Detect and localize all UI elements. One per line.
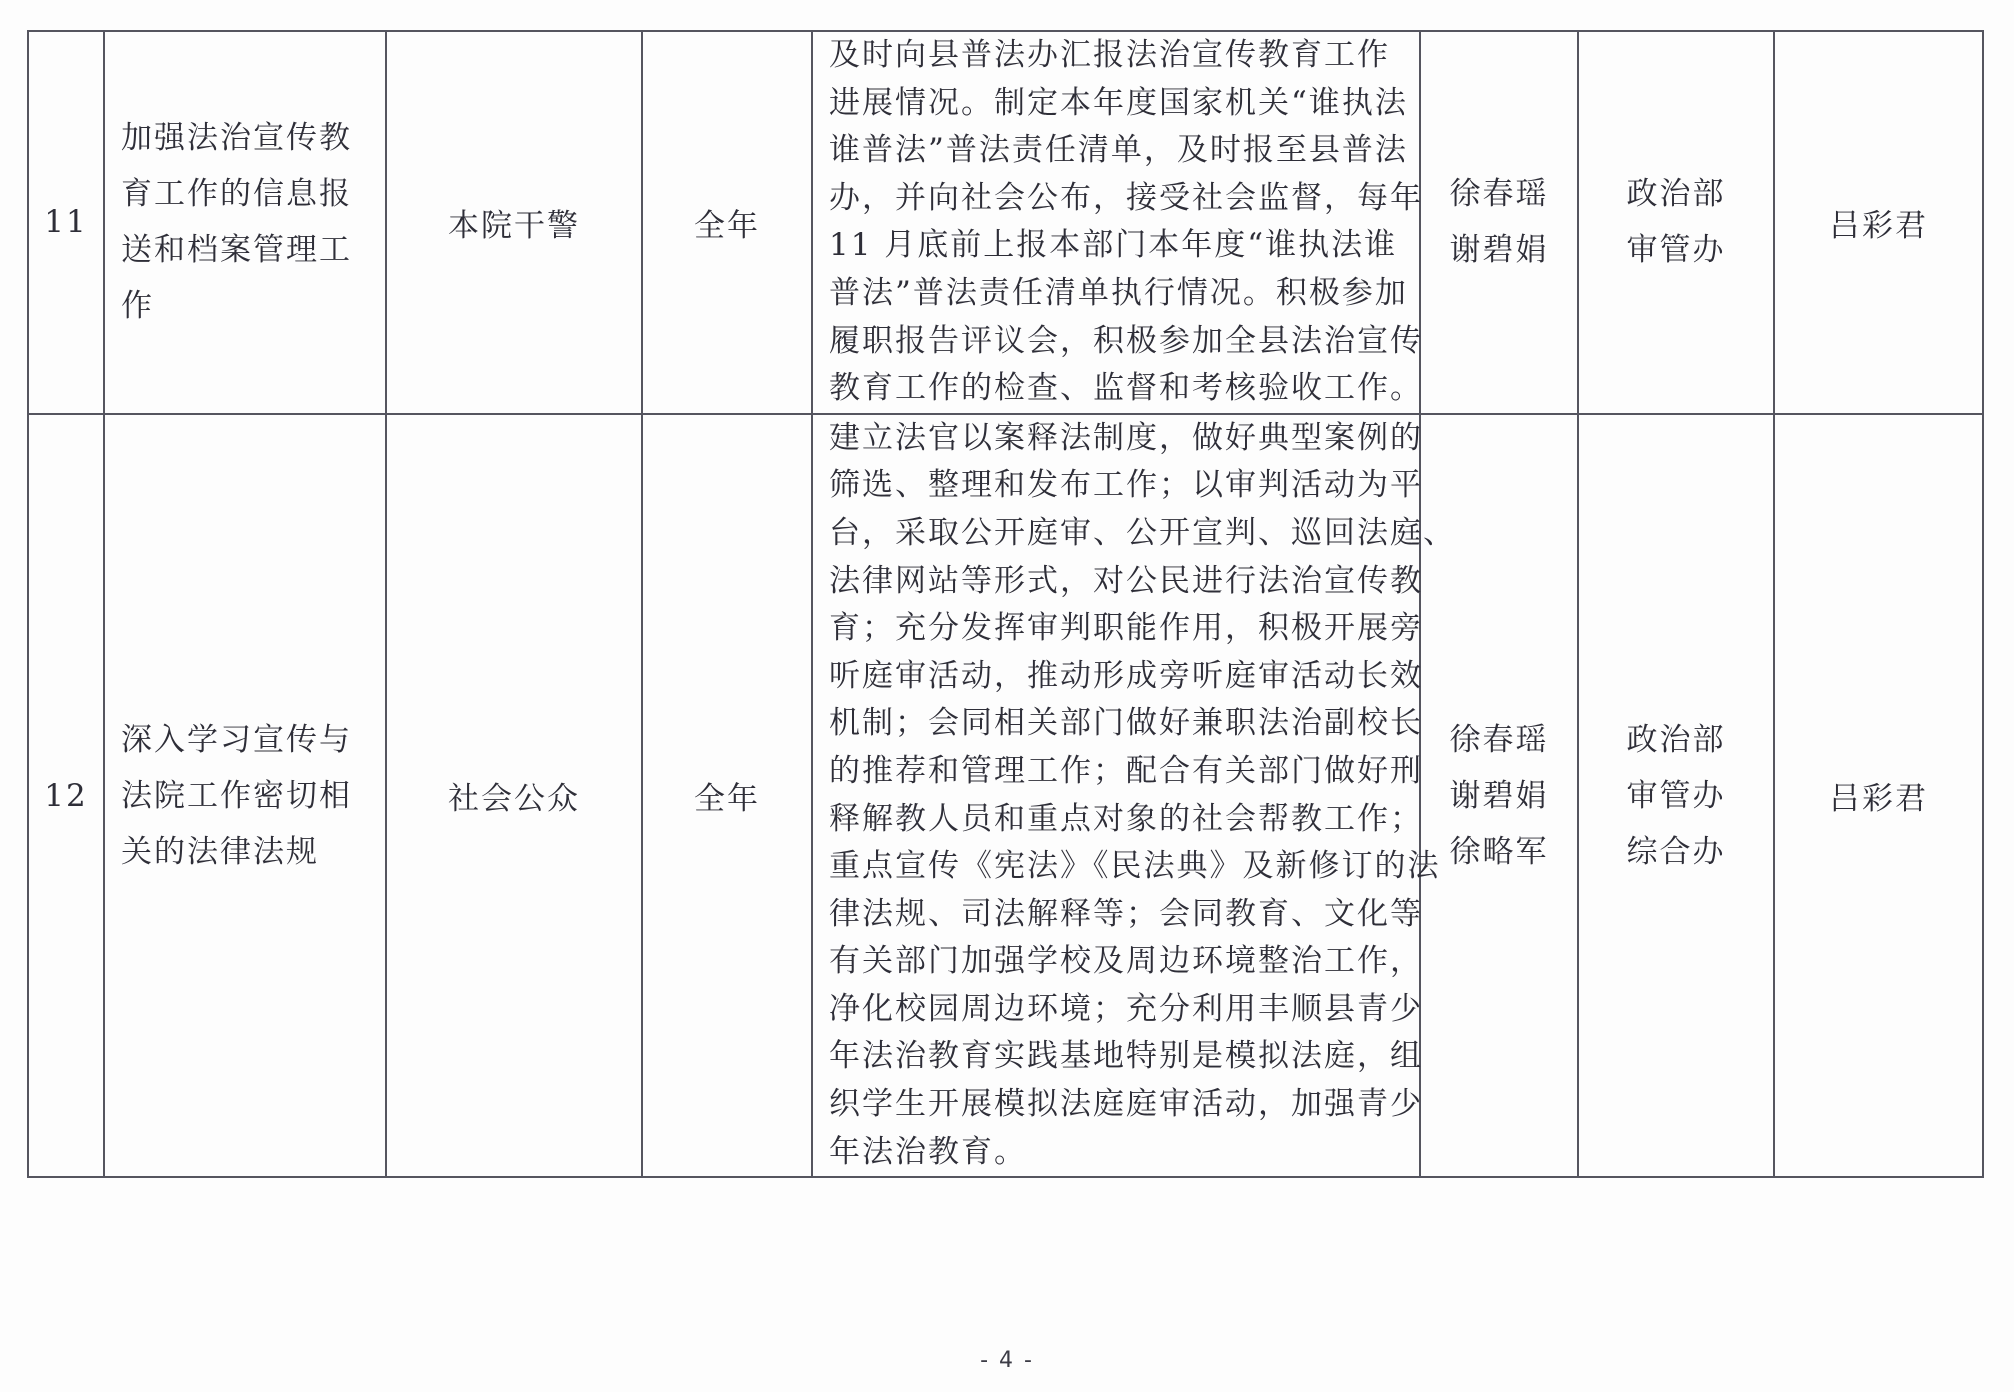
responsible-departments-cell	[1578, 414, 1774, 1178]
task-line: 法院工作密切相	[121, 777, 352, 814]
task-cell	[104, 414, 386, 1178]
task-line: 关的法律法规	[121, 833, 319, 870]
leader-cell: 吕彩君	[1774, 31, 1983, 414]
measure-line: 及时向县普法办汇报法治宣传教育工作	[829, 37, 1390, 73]
responsible-person: 徐春瑶	[1449, 176, 1549, 213]
responsible-department: 审管办	[1626, 777, 1726, 814]
measure-line: 教育工作的检查、监督和考核验收工作。	[829, 370, 1423, 407]
task-line: 送和档案管理工	[121, 232, 352, 269]
measure-line: 释解教人员和重点对象的社会帮教工作；	[829, 800, 1423, 837]
task-line: 作	[121, 288, 154, 325]
measure-line: 谁普法”普法责任清单，及时报至县普法	[829, 132, 1408, 169]
responsible-person: 谢碧娟	[1449, 232, 1549, 269]
measure-line: 法律网站等形式，对公民进行法治宣传教	[829, 562, 1423, 599]
measure-line: 年法治教育。	[829, 1133, 1027, 1170]
task-line: 深入学习宣传与	[121, 721, 352, 758]
measure-line: 律法规、司法解释等；会同教育、文化等	[829, 895, 1423, 932]
measure-line: 筛选、整理和发布工作；以审判活动为平	[829, 467, 1423, 504]
measure-line: 育；充分发挥审判职能作用，积极开展旁	[829, 610, 1423, 647]
responsible-department: 政治部	[1626, 721, 1726, 758]
measure-line: 重点宣传《宪法》《民法典》及新修订的法	[829, 848, 1441, 885]
measure-line: 办，并向社会公布，接受社会监督，每年	[829, 179, 1423, 216]
target-cell: 本院干警	[386, 31, 642, 414]
responsible-persons-cell	[1420, 31, 1578, 414]
measure-line: 台，采取公开庭审、公开宣判、巡回法庭、	[829, 514, 1456, 551]
table-body	[28, 31, 1983, 1177]
target-cell: 社会公众	[386, 414, 642, 1178]
measure-cell	[812, 31, 1423, 414]
measure-line: 进展情况。制定本年度国家机关“谁执法	[829, 84, 1408, 121]
table-row	[28, 414, 1983, 1178]
leader-cell: 吕彩君	[1774, 414, 1983, 1178]
responsible-department: 审管办	[1626, 232, 1726, 269]
task-cell	[104, 31, 386, 414]
work-plan-table	[27, 30, 1984, 1178]
row-number: 11	[28, 31, 104, 414]
measure-line: 有关部门加强学校及周边环境整治工作，	[829, 943, 1423, 980]
measure-line: 11 月底前上报本部门本年度“谁执法谁	[829, 227, 1398, 264]
responsible-department: 政治部	[1626, 176, 1726, 213]
measure-line: 建立法官以案释法制度，做好典型案例的	[829, 419, 1423, 456]
measure-line: 履职报告评议会，积极参加全县法治宣传	[829, 322, 1423, 359]
responsible-person: 谢碧娟	[1449, 777, 1549, 814]
measure-line: 净化校园周边环境；充分利用丰顺县青少	[829, 990, 1423, 1027]
measure-line: 机制；会同相关部门做好兼职法治副校长	[829, 705, 1423, 742]
measure-line: 普法”普法责任清单执行情况。积极参加	[829, 274, 1408, 311]
measure-cell	[812, 414, 1456, 1178]
measure-line: 的推荐和管理工作；配合有关部门做好刑	[829, 752, 1423, 789]
responsible-person: 徐略军	[1449, 833, 1549, 870]
measure-line: 年法治教育实践基地特别是模拟法庭，组	[829, 1038, 1423, 1075]
responsible-department: 综合办	[1626, 833, 1726, 870]
period-cell: 全年	[642, 414, 812, 1178]
page-number: - 4 -	[980, 1348, 1034, 1373]
responsible-departments-cell	[1578, 31, 1774, 414]
measure-line: 织学生开展模拟法庭庭审活动，加强青少	[829, 1086, 1423, 1123]
task-line: 加强法治宣传教	[121, 120, 352, 157]
measure-line: 听庭审活动，推动形成旁听庭审活动长效	[829, 657, 1423, 694]
task-line: 育工作的信息报	[121, 176, 352, 213]
row-number: 12	[28, 414, 104, 1178]
responsible-person: 徐春瑶	[1449, 721, 1549, 758]
period-cell: 全年	[642, 31, 812, 414]
table-row	[28, 31, 1983, 414]
